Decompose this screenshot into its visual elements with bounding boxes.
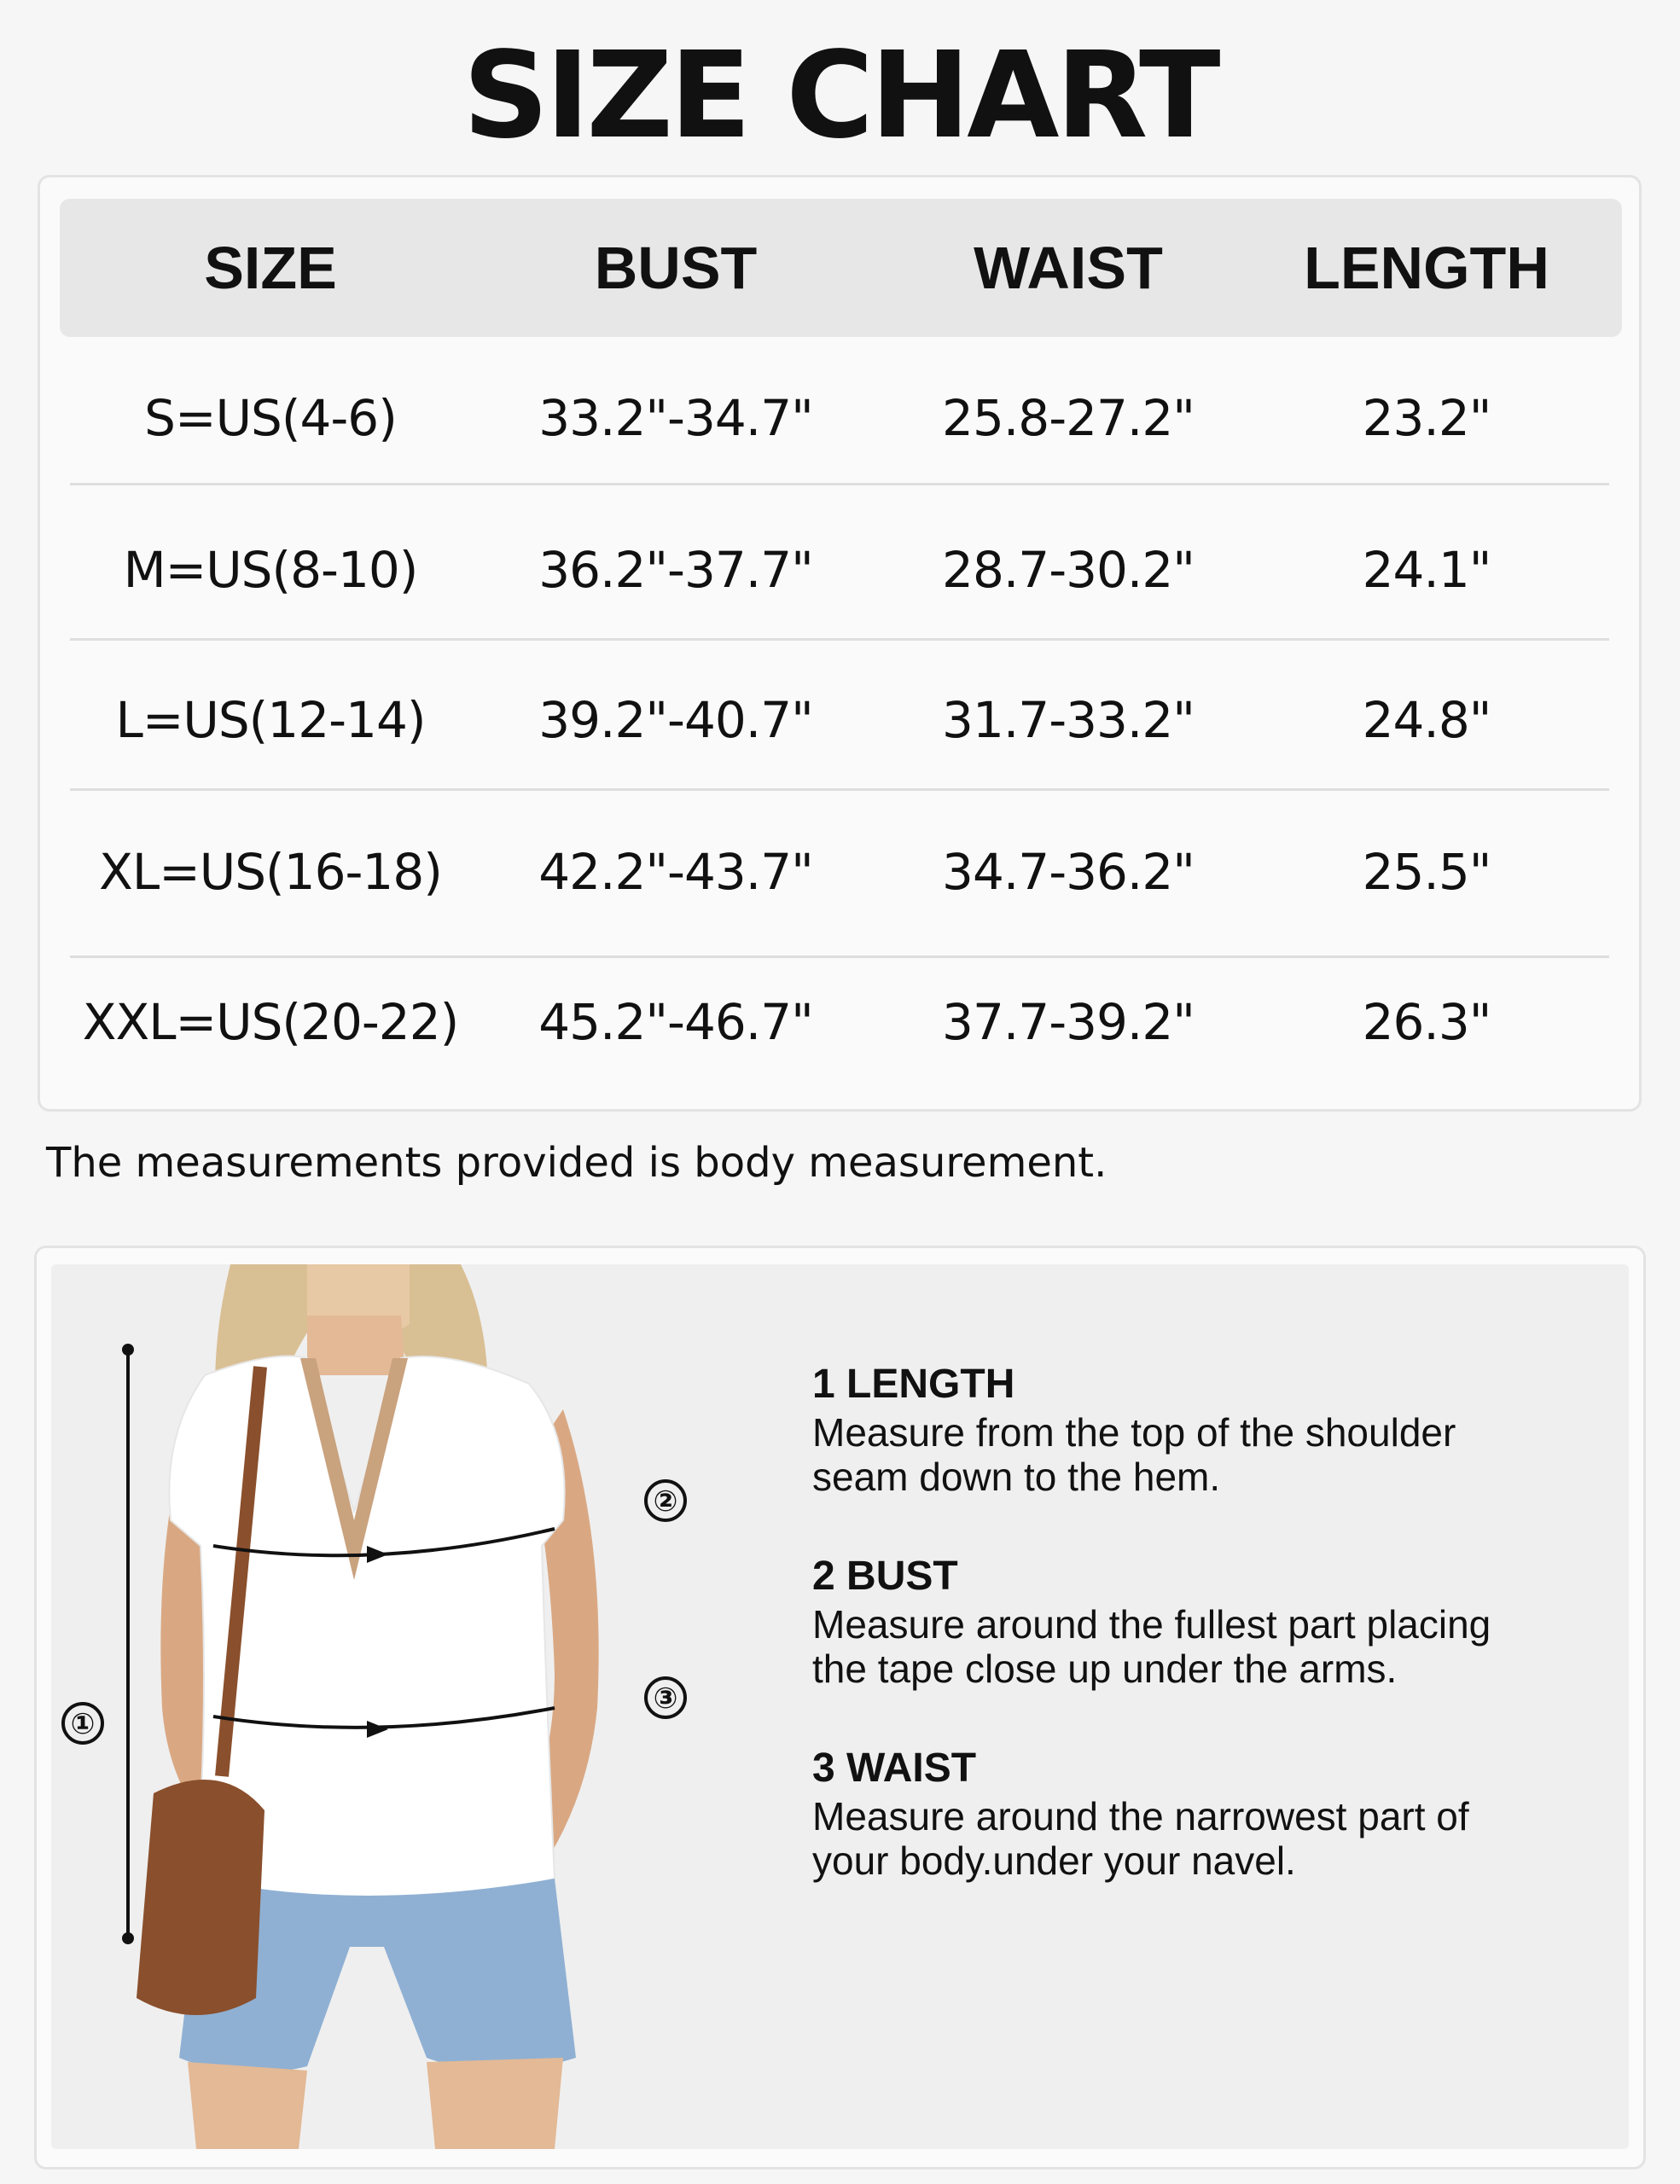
table-row bbox=[40, 495, 1639, 645]
cell-bust: 33.2"-34.7" bbox=[538, 389, 813, 447]
marker-bust-icon: ② bbox=[644, 1479, 687, 1522]
header-size: SIZE bbox=[204, 235, 337, 301]
cell-size: XL=US(16-18) bbox=[99, 843, 442, 901]
row-divider bbox=[70, 638, 1609, 641]
step-text: Measure around the fullest part placing the tape close up under the arms. bbox=[812, 1602, 1491, 1691]
measurement-note: The measurements provided is body measurement. bbox=[46, 1139, 1107, 1187]
size-table bbox=[38, 175, 1642, 1112]
cell-bust: 39.2"-40.7" bbox=[538, 691, 813, 749]
step-title: 2 BUST bbox=[812, 1554, 958, 1599]
measuring-guide bbox=[34, 1246, 1646, 2169]
step-text: Measure around the narrowest part of your body.under your navel. bbox=[812, 1794, 1469, 1883]
table-row bbox=[40, 797, 1639, 947]
cell-length: 23.2" bbox=[1362, 389, 1491, 447]
cell-waist: 25.8-27.2" bbox=[942, 389, 1195, 447]
row-divider bbox=[70, 483, 1609, 485]
step-text: Measure from the top of the shoulder seam down to the hem. bbox=[812, 1410, 1456, 1499]
table-row bbox=[40, 947, 1639, 1097]
table-header-row bbox=[60, 199, 1622, 337]
guide-step-waist bbox=[812, 1745, 1546, 1883]
cell-waist: 31.7-33.2" bbox=[942, 691, 1195, 749]
cell-size: XXL=US(20-22) bbox=[82, 993, 459, 1051]
table-row bbox=[40, 343, 1639, 493]
row-divider bbox=[70, 788, 1609, 791]
table-row bbox=[40, 645, 1639, 795]
page-title: SIZE CHART bbox=[462, 26, 1218, 166]
guide-step-length bbox=[812, 1361, 1546, 1499]
cell-bust: 42.2"-43.7" bbox=[538, 843, 813, 901]
cell-size: L=US(12-14) bbox=[115, 691, 426, 749]
cell-length: 24.8" bbox=[1362, 691, 1491, 749]
header-waist: WAIST bbox=[974, 235, 1163, 301]
cell-size: S=US(4-6) bbox=[144, 389, 397, 447]
guide-step-bust bbox=[812, 1553, 1546, 1691]
step-title: 1 LENGTH bbox=[812, 1362, 1015, 1407]
header-length: LENGTH bbox=[1304, 235, 1549, 301]
header-bust: BUST bbox=[594, 235, 758, 301]
marker-waist-icon: ③ bbox=[644, 1676, 687, 1719]
cell-waist: 34.7-36.2" bbox=[942, 843, 1195, 901]
cell-size: M=US(8-10) bbox=[123, 541, 418, 599]
cell-length: 24.1" bbox=[1362, 541, 1491, 599]
cell-bust: 36.2"-37.7" bbox=[538, 541, 813, 599]
cell-waist: 28.7-30.2" bbox=[942, 541, 1195, 599]
step-title: 3 WAIST bbox=[812, 1745, 977, 1791]
guide-panel bbox=[51, 1264, 1629, 2149]
cell-length: 26.3" bbox=[1362, 993, 1491, 1051]
cell-waist: 37.7-39.2" bbox=[942, 993, 1195, 1051]
cell-bust: 45.2"-46.7" bbox=[538, 993, 813, 1051]
cell-length: 25.5" bbox=[1362, 843, 1491, 901]
marker-length-icon: ① bbox=[61, 1702, 104, 1745]
